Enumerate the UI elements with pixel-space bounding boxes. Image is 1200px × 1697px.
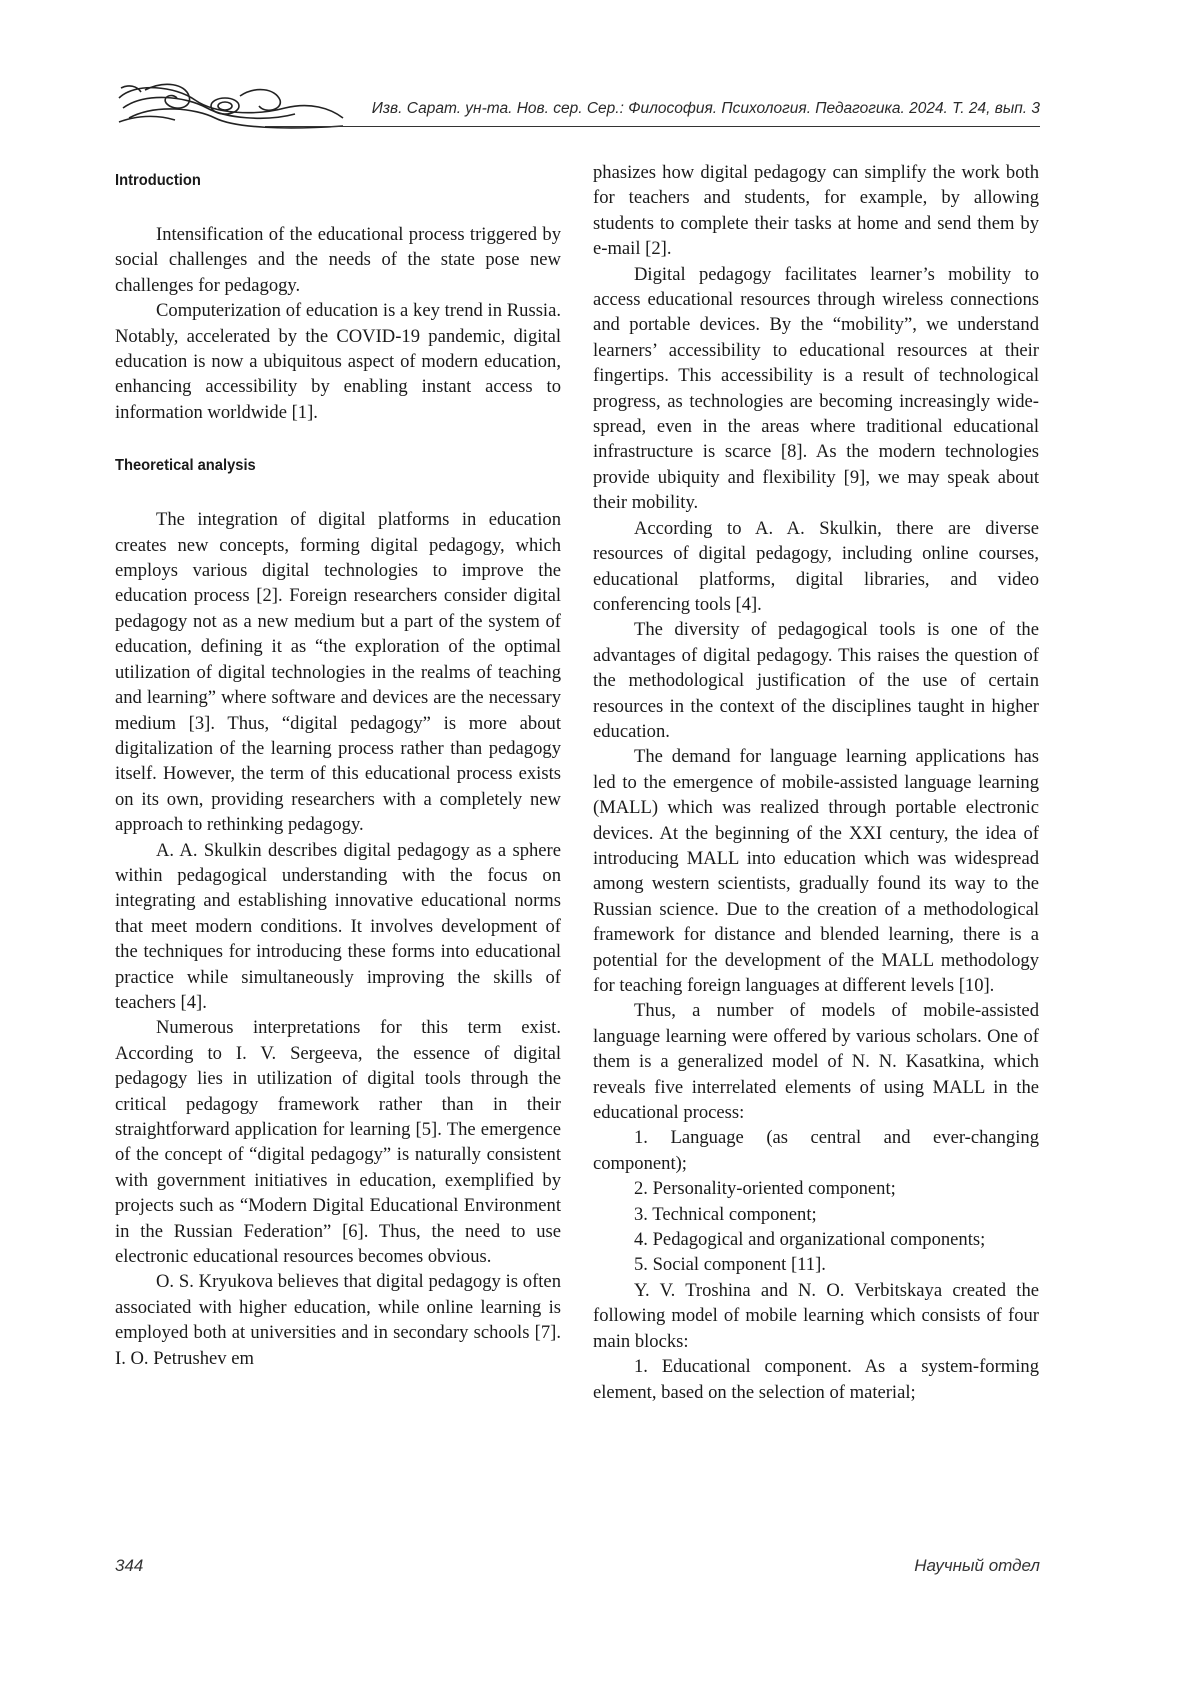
paragraph: The diversity of pedagogical tools is one of the advantages of digital pedagogy. This raises the question of the methodological justification of the use of certain resources in the context of the disciplines taught in higher education. <box>593 619 1039 742</box>
paragraph: A. A. Skulkin describes digital pedagogy as a sphere within pedagogical understanding with the focus on integrating and establishing innovative educational norms that meet modern conditions. It involves development of the techniques for introducing these forms into educational practice while simultaneously improving the skills of teachers [4]. <box>115 839 561 1013</box>
list-item: 3. Technical component; <box>634 1203 817 1225</box>
journal-citation: Изв. Сарат. ун-та. Нов. сер. Сер.: Философия. Психология. Педагогика. 2024. Т. 24, вып. 3 <box>371 100 1040 117</box>
paragraph: According to A. A. Skulkin, there are diverse resources of digital pedagogy, including online courses, educational platforms, digital libraries, and video conferencing tools [4]. <box>593 517 1039 615</box>
list-item: 4. Pedagogical and organizational components; <box>634 1229 986 1251</box>
footer-section: Научный отдел <box>914 1556 1040 1575</box>
list-item: 5. Social component [11]. <box>634 1254 826 1276</box>
section-heading-theoretical-analysis: Theoretical analysis <box>115 457 256 475</box>
paragraph: Computerization of education is a key trend in Russia. Notably, accelerated by the COVID-19 pandemic, digital education is now a ubiquitous aspect of modern education, enhancing accessibility by enabling instant access to information worldwide [1]. <box>115 300 561 423</box>
paragraph: phasizes how digital pedagogy can simplify the work both for teachers and students, for example, by allowing students to complete their tasks at home and send them by e-mail [2]. <box>593 162 1039 260</box>
page-number: 344 <box>115 1556 144 1575</box>
paragraph: The demand for language learning applications has led to the emergence of mobile-assisted language learning (MALL) which was realized through portable electronic devices. At the beginning of the XXI century, the idea of introducing MALL into education which was widespread among western scientists, gradually found its way to the Russian science. Due to the creation of a methodological framework for distance and blended learning, there is a potential for the development of the MALL methodology for teaching foreign languages at different levels [10]. <box>593 746 1039 996</box>
paragraph: Numerous interpretations for this term exist. According to I. V. Sergeeva, the essence of digital pedagogy lies in utilization of digital tools through the critical pedagogy framework rather than in their straightforward application for learning [5]. The emergence of the concept of “digital pedagogy” is naturally consistent with government initiatives in education, exemplified by projects such as “Modern Digital Educational Environment in the Russian Federation” [6]. Thus, the need to use electronic educational resources becomes obvious. <box>115 1017 561 1268</box>
paragraph: Y. V. Troshina and N. O. Verbitskaya created the following model of mobile learning which consists of four main blocks: <box>593 1279 1039 1352</box>
paragraph: Thus, a number of models of mobile-assisted language learning were offered by various scholars. One of them is a generalized model of N. N. Kasatkina, which reveals five interrelated elements of using MALL in the educational process: <box>593 1000 1039 1124</box>
running-header <box>115 78 1040 134</box>
paragraph: Intensification of the educational process triggered by social challenges and the needs of the state pose new challenges for pedagogy. <box>115 224 561 296</box>
list-item: 2. Personality-oriented component; <box>634 1178 896 1200</box>
right-column <box>593 160 1039 1405</box>
paragraph: Digital pedagogy facilitates learner’s mobility to access educational resources through wireless connections and portable devices. By the “mobility”, we understand learners’ accessibility to educational resources at their fingertips. This accessibility is a result of technological progress, as technologies are becoming increasingly widespread, even in the areas where traditional educational infrastructure is scarce [8]. As the modern technologies provide ubiquity and flexibility [9], we may speak about their mobility. <box>593 263 1039 514</box>
paragraph: The integration of digital platforms in education creates new concepts, forming digital pedagogy, which employs various digital technologies to improve the education process [2]. Foreign researchers consider digital pedagogy not as a new medium but a part of the system of education, defining it as “the exploration of the optimal utilization of digital technologies in the realms of teaching and learning” where software and devices are the necessary medium [3]. Thus, “digital pedagogy” is more about digitalization of the learning process rather than pedagogy itself. However, the term of this educational process exists on its own, providing researchers with a completely new approach to rethinking pedagogy. <box>115 509 561 836</box>
section-heading-introduction: Introduction <box>115 172 201 189</box>
list-item: 1. Educational component. As a system-forming element, based on the selection of material; <box>593 1356 1039 1403</box>
paragraph: O. S. Kryukova believes that digital pedagogy is often associated with higher education, while online learning is employed both at universities and in secondary schools [7]. I. O. Petrushev em <box>115 1271 561 1369</box>
list-item: 1. Language (as central and ever-changing component); <box>593 1127 1039 1174</box>
left-column <box>115 160 561 1371</box>
header-rule <box>265 126 1040 127</box>
